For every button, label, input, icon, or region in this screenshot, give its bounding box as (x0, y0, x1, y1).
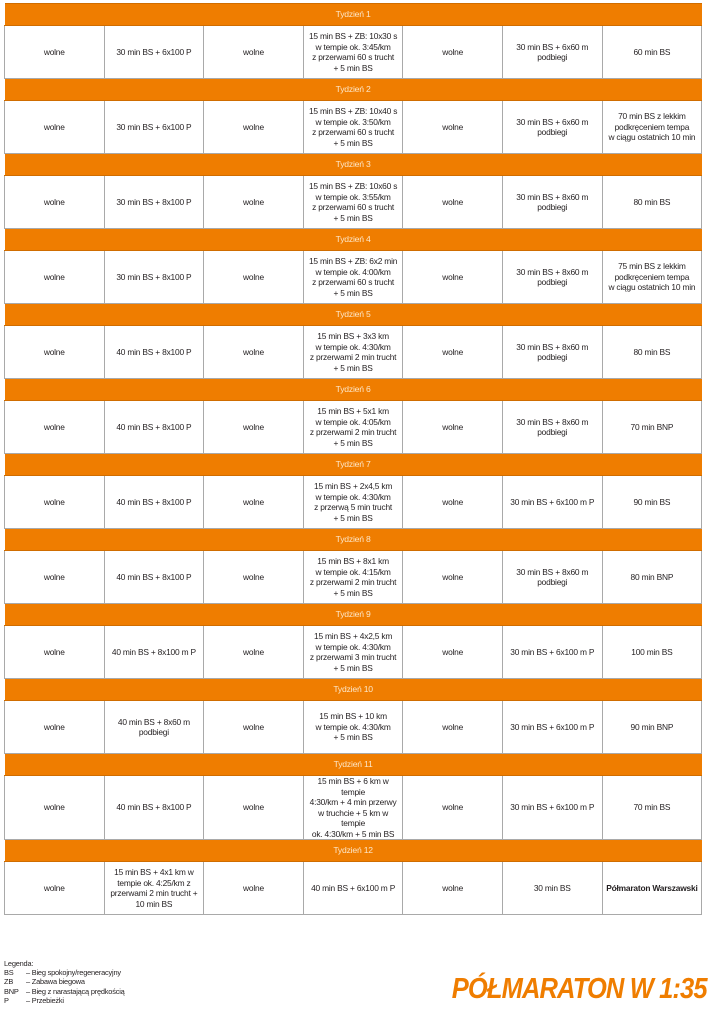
day-cell-3: wolne (204, 476, 304, 529)
day-cell-7: 70 min BS (602, 776, 702, 840)
week-header-row (5, 154, 702, 176)
day-cell-1: wolne (5, 476, 105, 529)
day-cell-2: 30 min BS + 8x100 P (104, 251, 204, 304)
week-label: Tydzień 3 (5, 154, 702, 176)
day-cell-1: wolne (5, 176, 105, 229)
week-row (5, 551, 702, 604)
legend (4, 959, 125, 1005)
week-header-row (5, 604, 702, 626)
day-cell-2: 40 min BS + 8x100 m P (104, 626, 204, 679)
day-cell-7: 80 min BS (602, 176, 702, 229)
week-row (5, 101, 702, 154)
day-cell-6: 30 min BS + 6x60 m podbiegi (502, 26, 602, 79)
legend-abbr: P (4, 995, 9, 1005)
day-cell-1: wolne (5, 551, 105, 604)
day-cell-4: 15 min BS + 8x1 km w tempie ok. 4:15/km z przerwami 2 min trucht + 5 min BS (303, 551, 403, 604)
day-cell-2: 40 min BS + 8x60 m podbiegi (104, 701, 204, 754)
day-cell-7: 70 min BNP (602, 401, 702, 454)
week-header-row (5, 304, 702, 326)
day-cell-3: wolne (204, 862, 304, 915)
day-cell-5: wolne (403, 176, 503, 229)
week-row (5, 326, 702, 379)
day-cell-6: 30 min BS + 6x100 m P (502, 476, 602, 529)
day-cell-2: 40 min BS + 8x100 P (104, 326, 204, 379)
day-cell-3: wolne (204, 626, 304, 679)
day-cell-4: 15 min BS + 4x2,5 km w tempie ok. 4:30/km z przerwami 3 min trucht + 5 min BS (303, 626, 403, 679)
day-cell-2: 40 min BS + 8x100 P (104, 776, 204, 840)
day-cell-2: 40 min BS + 8x100 P (104, 551, 204, 604)
day-cell-5: wolne (403, 401, 503, 454)
week-row (5, 401, 702, 454)
day-cell-5: wolne (403, 326, 503, 379)
day-cell-5: wolne (403, 476, 503, 529)
week-label: Tydzień 7 (5, 454, 702, 476)
week-row (5, 626, 702, 679)
day-cell-6: 30 min BS + 8x60 m podbiegi (502, 326, 602, 379)
legend-title: Legenda: (4, 959, 34, 968)
day-cell-2: 30 min BS + 8x100 P (104, 176, 204, 229)
day-cell-4: 15 min BS + 3x3 km w tempie ok. 4:30/km z przerwami 2 min trucht + 5 min BS (303, 326, 403, 379)
week-row (5, 176, 702, 229)
day-cell-4: 15 min BS + ZB: 10x60 s w tempie ok. 3:55/km z przerwami 60 s trucht + 5 min BS (303, 176, 403, 229)
legend-desc: – Bieg z narastającą prędkością (26, 986, 125, 996)
week-label: Tydzień 2 (5, 79, 702, 101)
day-cell-1: wolne (5, 26, 105, 79)
week-label: Tydzień 5 (5, 304, 702, 326)
day-cell-5: wolne (403, 251, 503, 304)
legend-desc: – Zabawa biegowa (26, 977, 85, 987)
legend-desc: – Bieg spokojny/regeneracyjny (26, 968, 121, 978)
legend-abbr: ZB (4, 977, 14, 987)
week-header-row (5, 754, 702, 776)
day-cell-5: wolne (403, 101, 503, 154)
day-cell-3: wolne (204, 776, 304, 840)
week-label: Tydzień 10 (5, 679, 702, 701)
day-cell-5: wolne (403, 26, 503, 79)
week-header-row (5, 4, 702, 26)
week-label: Tydzień 6 (5, 379, 702, 401)
day-cell-1: wolne (5, 251, 105, 304)
day-cell-6: 30 min BS + 8x60 m podbiegi (502, 176, 602, 229)
week-label: Tydzień 12 (5, 840, 702, 862)
day-cell-1: wolne (5, 626, 105, 679)
day-cell-7: 100 min BS (602, 626, 702, 679)
week-row (5, 776, 702, 840)
day-cell-6: 30 min BS + 8x60 m podbiegi (502, 401, 602, 454)
week-row (5, 251, 702, 304)
day-cell-4: 15 min BS + 10 km w tempie ok. 4:30/km + 5 min BS (303, 701, 403, 754)
day-cell-4: 15 min BS + 2x4,5 km w tempie ok. 4:30/km z przerwą 5 min trucht + 5 min BS (303, 476, 403, 529)
week-label: Tydzień 11 (5, 754, 702, 776)
day-cell-5: wolne (403, 776, 503, 840)
day-cell-2: 30 min BS + 6x100 P (104, 101, 204, 154)
day-cell-3: wolne (204, 551, 304, 604)
week-label: Tydzień 1 (5, 4, 702, 26)
day-cell-3: wolne (204, 176, 304, 229)
day-cell-3: wolne (204, 26, 304, 79)
day-cell-4: 15 min BS + ZB: 10x40 s w tempie ok. 3:50/km z przerwami 60 s trucht + 5 min BS (303, 101, 403, 154)
day-cell-3: wolne (204, 251, 304, 304)
day-cell-7: 70 min BS z lekkim podkręceniem tempa w ciągu ostatnich 10 min (602, 101, 702, 154)
day-cell-7: 75 min BS z lekkim podkręceniem tempa w ciągu ostatnich 10 min (602, 251, 702, 304)
day-cell-6: 30 min BS + 6x100 m P (502, 776, 602, 840)
day-cell-2: 40 min BS + 8x100 P (104, 401, 204, 454)
day-cell-1: wolne (5, 101, 105, 154)
legend-item-p (4, 996, 125, 1005)
day-cell-1: wolne (5, 701, 105, 754)
week-label: Tydzień 9 (5, 604, 702, 626)
day-cell-6: 30 min BS + 6x100 m P (502, 701, 602, 754)
day-cell-5: wolne (403, 701, 503, 754)
day-cell-1: wolne (5, 401, 105, 454)
day-cell-6: 30 min BS + 8x60 m podbiegi (502, 251, 602, 304)
plan-title: PÓŁMARATON W 1:35 (452, 973, 707, 1005)
day-cell-1: wolne (5, 862, 105, 915)
day-cell-4: 40 min BS + 6x100 m P (303, 862, 403, 915)
day-cell-4: 15 min BS + ZB: 10x30 s w tempie ok. 3:45/km z przerwami 60 s trucht + 5 min BS (303, 26, 403, 79)
day-cell-2: 30 min BS + 6x100 P (104, 26, 204, 79)
day-cell-7: 60 min BS (602, 26, 702, 79)
day-cell-5: wolne (403, 551, 503, 604)
legend-item-zb (4, 977, 125, 986)
legend-abbr: BNP (4, 986, 19, 996)
day-cell-1: wolne (5, 776, 105, 840)
day-cell-4: 15 min BS + ZB: 6x2 min w tempie ok. 4:00/km z przerwami 60 s trucht + 5 min BS (303, 251, 403, 304)
day-cell-3: wolne (204, 701, 304, 754)
week-header-row (5, 454, 702, 476)
legend-item-bnp (4, 987, 125, 996)
week-row (5, 701, 702, 754)
week-row (5, 862, 702, 915)
day-cell-7: 80 min BS (602, 326, 702, 379)
day-cell-4: 15 min BS + 6 km w tempie 4:30/km + 4 min przerwy w truchcie + 5 km w tempie ok. 4:30/km + 5 min BS (303, 776, 403, 840)
day-cell-4: 15 min BS + 5x1 km w tempie ok. 4:05/km z przerwami 2 min trucht + 5 min BS (303, 401, 403, 454)
day-cell-2: 40 min BS + 8x100 P (104, 476, 204, 529)
week-label: Tydzień 8 (5, 529, 702, 551)
week-header-row (5, 379, 702, 401)
training-plan-body (5, 4, 702, 915)
week-row (5, 26, 702, 79)
day-cell-7: Półmaraton Warszawski (602, 862, 702, 915)
day-cell-6: 30 min BS + 6x100 m P (502, 626, 602, 679)
legend-desc: – Przebieżki (26, 995, 64, 1005)
week-label: Tydzień 4 (5, 229, 702, 251)
week-header-row (5, 679, 702, 701)
training-plan-table (4, 3, 702, 915)
week-header-row (5, 840, 702, 862)
week-header-row (5, 529, 702, 551)
week-header-row (5, 229, 702, 251)
day-cell-6: 30 min BS + 6x60 m podbiegi (502, 101, 602, 154)
day-cell-3: wolne (204, 401, 304, 454)
legend-abbr: BS (4, 968, 14, 978)
day-cell-5: wolne (403, 862, 503, 915)
day-cell-2: 15 min BS + 4x1 km w tempie ok. 4:25/km z przerwami 2 min trucht + 10 min BS (104, 862, 204, 915)
day-cell-5: wolne (403, 626, 503, 679)
day-cell-6: 30 min BS + 8x60 m podbiegi (502, 551, 602, 604)
day-cell-1: wolne (5, 326, 105, 379)
day-cell-3: wolne (204, 326, 304, 379)
week-row (5, 476, 702, 529)
day-cell-3: wolne (204, 101, 304, 154)
day-cell-7: 80 min BNP (602, 551, 702, 604)
day-cell-6: 30 min BS (502, 862, 602, 915)
day-cell-7: 90 min BS (602, 476, 702, 529)
week-header-row (5, 79, 702, 101)
legend-item-bs (4, 968, 125, 977)
day-cell-7: 90 min BNP (602, 701, 702, 754)
